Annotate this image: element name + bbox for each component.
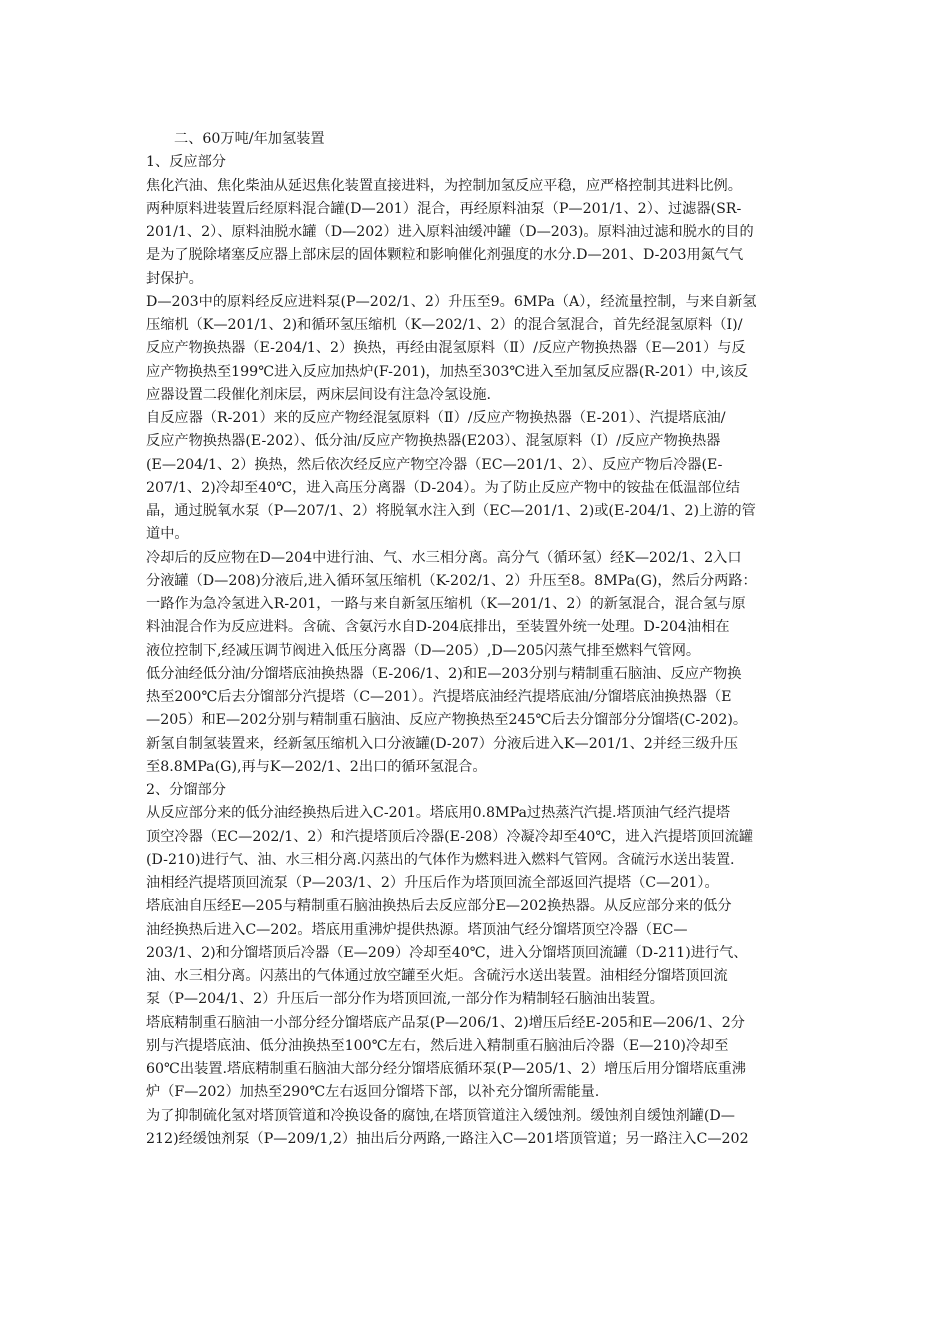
text-line: 两种原料进装置后经原料混合罐(D—201）混合，再经原料油泵（P—201/1、2）、过滤器(SR- bbox=[146, 200, 742, 217]
text-line: 新氢自制氢装置来，经新氢压缩机入口分液罐(D-207）分液后进入K—201/1、2并经三级升压 bbox=[146, 735, 738, 752]
text-line: 一路作为急冷氢进入R-201，一路与来自新氢压缩机（K—201/1、2）的新氢混合，混合氢与原 bbox=[146, 596, 746, 612]
text-line: 反应产物换热器（E-204/1、2）换热，再经由混氢原料（Ⅱ）/反应产物换热器（E—201）与反 bbox=[146, 340, 746, 357]
text-line: 压缩机（K—201/1、2)和循环氢压缩机（K—202/1、2）的混合氢混合，首先经混氢原料（I)/ bbox=[146, 317, 743, 333]
text-line: 液位控制下,经减压调节阀进入低压分离器（D—205）,D—205闪蒸气排至燃料气管网。 bbox=[146, 642, 701, 659]
text-line: —205）和E—202分别与精制重石脑油、反应产物换热至245℃后去分馏部分分馏塔(C-202)。 bbox=[146, 712, 748, 729]
text-line: 从反应部分来的低分油经换热后进入C-201。塔底用0.8MPa过热蒸汽汽提.塔顶油气经汽提塔 bbox=[146, 805, 731, 822]
text-line: 热至200℃后去分馏部分汽提塔（C—201）。汽提塔底油经汽提塔底油/分馏塔底油换热器（E bbox=[146, 689, 732, 705]
text-line: 自反应器（R-201）来的反应产物经混氢原料（Ⅱ）/反应产物换热器（E-201）、汽提塔底油/ bbox=[146, 410, 726, 426]
text-line: 2、分馏部分 bbox=[146, 782, 226, 798]
text-line: 塔底精制重石脑油一小部分经分馏塔底产品泵(P—206/1、2)增压后经E-205和E—206/1、2分 bbox=[146, 1014, 745, 1031]
text-line: (E—204/1、2）换热，然后依次经反应产物空冷器（EC—201/1、2）、反应产物后冷器(E- bbox=[146, 456, 723, 473]
text-line: 反应产物换热器(E-202）、低分油/反应产物换热器(E203）、混氢原料（I）/反应产物换热器 bbox=[146, 433, 721, 450]
text-line: 道中。 bbox=[146, 526, 189, 543]
document-title: 二、60万吨/年加氢装置 bbox=[174, 131, 325, 147]
text-line: 冷却后的反应物在D—204中进行油、气、水三相分离。高分气（循环氢）经K—202/1、2入口 bbox=[146, 549, 742, 566]
text-line: 别与汽提塔底油、低分油换热至100℃左右，然后进入精制重石脑油后冷器（E—210)冷却至 bbox=[146, 1037, 729, 1054]
text-line: 201/1、2）、原料油脱水罐（D—202）进入原料油缓冲罐（D—203)。原料油过滤和脱水的目的 bbox=[146, 224, 754, 240]
text-line: 分液罐（D—208)分液后,进入循环氢压缩机（K-202/1、2）升压至8。8MPa(G)，然后分两路： bbox=[146, 572, 757, 589]
text-line: 料油混合作为反应进料。含硫、含氨污水自D-204底排出，至装置外统一处理。D-204油相在 bbox=[146, 619, 730, 636]
text-line: 晶，通过脱氧水泵（P—207/1、2）将脱氧水注入到（EC—201/1、2)或(E-204/1、2)上游的管 bbox=[146, 503, 756, 519]
text-line: 泵（P—204/1、2）升压后一部分作为塔顶回流,一部分作为精制轻石脑油出装置。 bbox=[146, 991, 664, 1008]
text-line: 应器设置二段催化剂床层，两床层间设有注急冷氢设施. bbox=[146, 386, 492, 403]
text-line: 顶空冷器（EC—202/1、2）和汽提塔顶后冷器(E-208）冷凝冷却至40℃，进入汽提塔顶回流罐 bbox=[146, 828, 754, 845]
text-line: 212)经缓蚀剂泵（P—209/1,2）抽出后分两路,一路注入C—201塔顶管道；另一路注入C—202 bbox=[146, 1130, 749, 1147]
document-body bbox=[146, 151, 814, 1151]
text-line: 203/1、2)和分馏塔顶后冷器（E—209）冷却至40℃，进入分馏塔顶回流罐（D-211)进行气、 bbox=[146, 944, 748, 961]
text-line: 是为了脱除堵塞反应器上部床层的固体颗粒和影响催化剂强度的水分.D—201、D-203用氮气气 bbox=[146, 247, 744, 264]
text-line: 封保护。 bbox=[146, 270, 203, 287]
text-line: 应产物换热至199℃进入反应加热炉(F-201)，加热至303℃进入至加氢反应器(R-201）中,该反 bbox=[146, 363, 749, 380]
text-line: 为了抑制硫化氢对塔顶管道和冷换设备的腐蚀,在塔顶管道注入缓蚀剂。缓蚀剂自缓蚀剂罐(D— bbox=[146, 1107, 735, 1124]
text-line: 60℃出装置.塔底精制重石脑油大部分经分馏塔底循环泵(P—205/1、2）增压后用分馏塔底重沸 bbox=[146, 1061, 746, 1077]
text-line: 油相经汽提塔顶回流泵（P—203/1、2）升压后作为塔顶回流全部返回汽提塔（C—201）。 bbox=[146, 875, 719, 891]
text-line: (D-210)进行气、油、水三相分离.闪蒸出的气体作为燃料进入燃料气管网。含硫污水送出装置. bbox=[146, 851, 735, 868]
text-line: 至8.8MPa(G),再与K—202/1、2出口的循环氢混合。 bbox=[146, 758, 487, 775]
document-page bbox=[146, 128, 814, 1151]
text-line: D—203中的原料经反应进料泵(P—202/1、2）升压至9。6MPa（A），经流量控制，与来自新氢 bbox=[146, 293, 757, 310]
text-line: 1、反应部分 bbox=[146, 154, 226, 171]
text-line: 油、水三相分离。闪蒸出的气体通过放空罐至火炬。含硫污水送出装置。油相经分馏塔顶回流 bbox=[146, 968, 728, 984]
text-line: 低分油经低分油/分馏塔底油换热器（E-206/1、2)和E—203分别与精制重石脑油、反应产物换 bbox=[146, 665, 742, 682]
text-line: 炉（F—202）加热至290℃左右返回分馏塔下部，以补充分馏所需能量. bbox=[146, 1084, 600, 1101]
text-line: 油经换热后进入C—202。塔底用重沸炉提供热源。塔顶油气经分馏塔顶空冷器（EC— bbox=[146, 921, 688, 938]
text-line: 塔底油自压经E—205与精制重石脑油换热后去反应部分E—202换热器。从反应部分来的低分 bbox=[146, 898, 732, 915]
text-line: 焦化汽油、焦化柴油从延迟焦化装置直接进料，为控制加氢反应平稳，应严格控制其进料比例。 bbox=[146, 177, 742, 194]
text-line: 207/1、2)冷却至40℃，进入高压分离器（D-204）。为了防止反应产物中的铵盐在低温部位结 bbox=[146, 479, 740, 496]
